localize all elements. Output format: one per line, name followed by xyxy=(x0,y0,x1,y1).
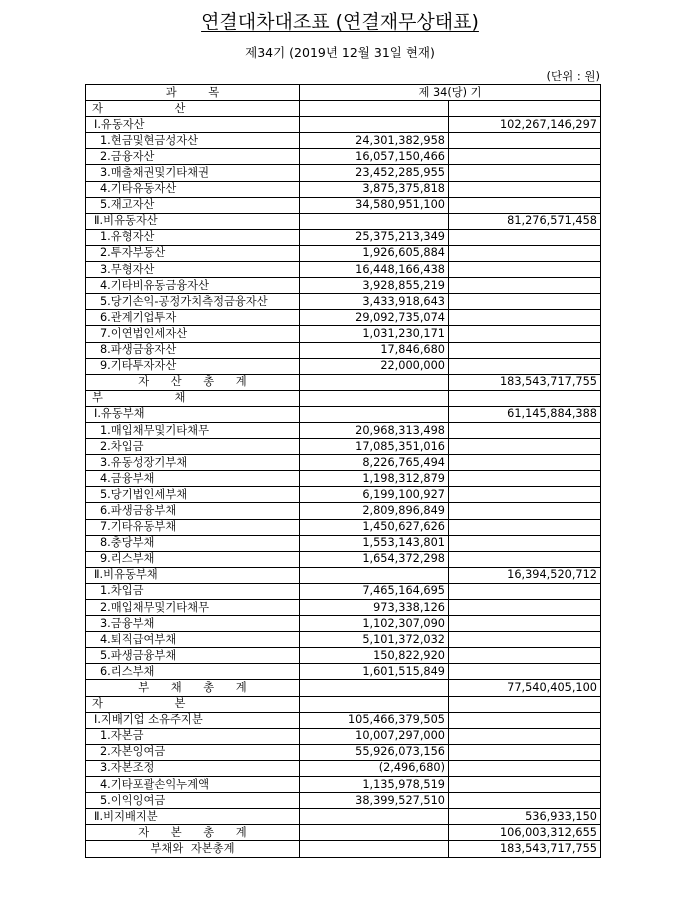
total-cell xyxy=(449,358,601,374)
account-cell: 1.현금및현금성자산 xyxy=(86,133,300,149)
total-cell xyxy=(449,793,601,809)
table-row xyxy=(86,471,601,487)
account-cell: 6.리스부채 xyxy=(86,664,300,680)
amount-cell: 6,199,100,927 xyxy=(300,487,449,503)
total-cell xyxy=(449,245,601,261)
account-cell: 부 채 총 계 xyxy=(86,680,300,696)
total-cell: 16,394,520,712 xyxy=(449,567,601,583)
total-cell xyxy=(449,535,601,551)
table-row xyxy=(86,133,601,149)
amount-cell: 2,809,896,849 xyxy=(300,503,449,519)
amount-cell: 34,580,951,100 xyxy=(300,197,449,213)
table-row xyxy=(86,294,601,310)
account-cell: Ⅰ.지배기업 소유주지분 xyxy=(86,712,300,728)
total-cell xyxy=(449,455,601,471)
table-row xyxy=(86,245,601,261)
table-row xyxy=(86,793,601,809)
account-cell: 8.충당부채 xyxy=(86,535,300,551)
account-cell: 부 채 xyxy=(86,390,300,406)
total-cell xyxy=(449,503,601,519)
account-cell: 2.금융자산 xyxy=(86,149,300,165)
total-cell xyxy=(449,294,601,310)
total-cell xyxy=(449,728,601,744)
account-cell: 6.관계기업투자 xyxy=(86,310,300,326)
total-cell xyxy=(449,133,601,149)
account-cell: 3.금융부채 xyxy=(86,616,300,632)
table-row xyxy=(86,648,601,664)
account-cell: 4.기타비유동금융자산 xyxy=(86,278,300,294)
account-cell: 8.파생금융자산 xyxy=(86,342,300,358)
account-cell: 3.무형자산 xyxy=(86,262,300,278)
amount-cell: 25,375,213,349 xyxy=(300,229,449,245)
amount-cell xyxy=(300,101,449,117)
table-row xyxy=(86,229,601,245)
account-cell: 4.기타포괄손익누계액 xyxy=(86,777,300,793)
table-row xyxy=(86,455,601,471)
account-cell: 9.리스부채 xyxy=(86,551,300,567)
amount-cell: 1,198,312,879 xyxy=(300,471,449,487)
table-row xyxy=(86,535,601,551)
total-cell xyxy=(449,101,601,117)
total-cell: 81,276,571,458 xyxy=(449,213,601,229)
account-cell: 2.투자부동산 xyxy=(86,245,300,261)
table-row xyxy=(86,149,601,165)
amount-cell xyxy=(300,825,449,841)
amount-cell: 1,926,605,884 xyxy=(300,245,449,261)
total-cell xyxy=(449,551,601,567)
amount-cell: (2,496,680) xyxy=(300,760,449,776)
amount-cell: 16,448,166,438 xyxy=(300,262,449,278)
total-cell xyxy=(449,471,601,487)
table-row xyxy=(86,777,601,793)
table-row xyxy=(86,583,601,599)
account-cell: Ⅱ.비지배지분 xyxy=(86,809,300,825)
account-cell: 자 본 xyxy=(86,696,300,712)
total-cell: 61,145,884,388 xyxy=(449,406,601,422)
amount-cell: 55,926,073,156 xyxy=(300,744,449,760)
account-cell: 3.유동성장기부채 xyxy=(86,455,300,471)
account-cell: Ⅱ.비유동자산 xyxy=(86,213,300,229)
amount-cell: 1,601,515,849 xyxy=(300,664,449,680)
account-cell: 4.금융부채 xyxy=(86,471,300,487)
table-row xyxy=(86,728,601,744)
period-header: 제 34(당) 기 xyxy=(300,85,601,101)
table-row xyxy=(86,680,601,696)
amount-cell xyxy=(300,680,449,696)
amount-cell: 8,226,765,494 xyxy=(300,455,449,471)
amount-cell: 16,057,150,466 xyxy=(300,149,449,165)
table-row xyxy=(86,262,601,278)
total-cell xyxy=(449,310,601,326)
total-cell xyxy=(449,326,601,342)
account-cell: 5.당기손익-공정가치측정금융자산 xyxy=(86,294,300,310)
amount-cell xyxy=(300,406,449,422)
table-row xyxy=(86,326,601,342)
table-row xyxy=(86,278,601,294)
total-cell xyxy=(449,632,601,648)
amount-cell: 1,553,143,801 xyxy=(300,535,449,551)
table-row xyxy=(86,841,601,857)
account-cell: 7.기타유동부채 xyxy=(86,519,300,535)
amount-cell: 973,338,126 xyxy=(300,600,449,616)
total-cell: 183,543,717,755 xyxy=(449,374,601,390)
table-row xyxy=(86,101,601,117)
total-cell xyxy=(449,519,601,535)
table-row xyxy=(86,519,601,535)
balance-sheet-table xyxy=(85,84,601,858)
account-cell: 5.재고자산 xyxy=(86,197,300,213)
account-cell: 1.매입채무및기타채무 xyxy=(86,422,300,438)
total-cell xyxy=(449,664,601,680)
total-cell xyxy=(449,712,601,728)
table-row xyxy=(86,503,601,519)
account-cell: 자 산 xyxy=(86,101,300,117)
table-row xyxy=(86,567,601,583)
table-row xyxy=(86,696,601,712)
account-cell: 6.파생금융부채 xyxy=(86,503,300,519)
total-cell xyxy=(449,600,601,616)
total-cell xyxy=(449,229,601,245)
total-cell xyxy=(449,422,601,438)
account-cell: 5.당기법인세부채 xyxy=(86,487,300,503)
amount-cell: 3,928,855,219 xyxy=(300,278,449,294)
total-cell xyxy=(449,390,601,406)
total-cell xyxy=(449,760,601,776)
account-cell: 2.자본잉여금 xyxy=(86,744,300,760)
total-cell xyxy=(449,744,601,760)
amount-cell xyxy=(300,567,449,583)
account-cell: 5.파생금융부채 xyxy=(86,648,300,664)
amount-cell: 1,102,307,090 xyxy=(300,616,449,632)
total-cell: 536,933,150 xyxy=(449,809,601,825)
amount-cell: 10,007,297,000 xyxy=(300,728,449,744)
account-cell: Ⅰ.유동자산 xyxy=(86,117,300,133)
period-subtitle: 제34기 (2019년 12월 31일 현재) xyxy=(245,45,435,60)
total-cell: 106,003,312,655 xyxy=(449,825,601,841)
amount-cell: 22,000,000 xyxy=(300,358,449,374)
total-cell xyxy=(449,197,601,213)
account-cell: 2.차입금 xyxy=(86,439,300,455)
amount-cell xyxy=(300,213,449,229)
amount-cell: 1,654,372,298 xyxy=(300,551,449,567)
table-row xyxy=(86,664,601,680)
document-title: 연결대차대조표 (연결재무상태표) xyxy=(201,11,479,33)
table-row xyxy=(86,712,601,728)
amount-cell xyxy=(300,117,449,133)
total-cell xyxy=(449,777,601,793)
account-cell: 5.이익잉여금 xyxy=(86,793,300,809)
table-row xyxy=(86,390,601,406)
account-cell: Ⅰ.유동부채 xyxy=(86,406,300,422)
table-row xyxy=(86,616,601,632)
amount-cell: 7,465,164,695 xyxy=(300,583,449,599)
amount-cell: 20,968,313,498 xyxy=(300,422,449,438)
table-row xyxy=(86,374,601,390)
account-cell: 3.매출채권및기타채권 xyxy=(86,165,300,181)
account-header: 과 목 xyxy=(86,85,300,101)
table-row xyxy=(86,342,601,358)
amount-cell xyxy=(300,841,449,857)
table-row xyxy=(86,551,601,567)
total-cell xyxy=(449,342,601,358)
account-cell: 자 산 총 계 xyxy=(86,374,300,390)
total-cell xyxy=(449,278,601,294)
table-row xyxy=(86,197,601,213)
total-cell xyxy=(449,616,601,632)
table-row xyxy=(86,632,601,648)
account-cell: Ⅱ.비유동부채 xyxy=(86,567,300,583)
total-cell xyxy=(449,583,601,599)
amount-cell: 1,031,230,171 xyxy=(300,326,449,342)
amount-cell: 1,135,978,519 xyxy=(300,777,449,793)
amount-cell: 3,875,375,818 xyxy=(300,181,449,197)
table-row xyxy=(86,760,601,776)
table-row xyxy=(86,825,601,841)
total-cell: 102,267,146,297 xyxy=(449,117,601,133)
table-row xyxy=(86,809,601,825)
table-row xyxy=(86,487,601,503)
amount-cell xyxy=(300,390,449,406)
total-cell: 183,543,717,755 xyxy=(449,841,601,857)
amount-cell: 23,452,285,955 xyxy=(300,165,449,181)
amount-cell xyxy=(300,696,449,712)
account-cell: 3.자본조정 xyxy=(86,760,300,776)
table-row xyxy=(86,439,601,455)
table-header-row xyxy=(86,85,601,101)
amount-cell: 24,301,382,958 xyxy=(300,133,449,149)
account-cell: 7.이연법인세자산 xyxy=(86,326,300,342)
table-row xyxy=(86,422,601,438)
account-cell: 자 본 총 계 xyxy=(86,825,300,841)
total-cell xyxy=(449,696,601,712)
amount-cell xyxy=(300,374,449,390)
table-row xyxy=(86,358,601,374)
account-cell: 4.퇴직급여부채 xyxy=(86,632,300,648)
amount-cell: 17,846,680 xyxy=(300,342,449,358)
amount-cell: 3,433,918,643 xyxy=(300,294,449,310)
table-row xyxy=(86,165,601,181)
table-row xyxy=(86,600,601,616)
account-cell: 1.차입금 xyxy=(86,583,300,599)
amount-cell: 29,092,735,074 xyxy=(300,310,449,326)
total-cell xyxy=(449,165,601,181)
table-row xyxy=(86,406,601,422)
amount-cell xyxy=(300,809,449,825)
amount-cell: 5,101,372,032 xyxy=(300,632,449,648)
account-cell: 1.유형자산 xyxy=(86,229,300,245)
amount-cell: 17,085,351,016 xyxy=(300,439,449,455)
amount-cell: 150,822,920 xyxy=(300,648,449,664)
table-row xyxy=(86,310,601,326)
total-cell xyxy=(449,262,601,278)
table-row xyxy=(86,117,601,133)
total-cell: 77,540,405,100 xyxy=(449,680,601,696)
total-cell xyxy=(449,181,601,197)
total-cell xyxy=(449,648,601,664)
account-cell: 2.매입채무및기타채무 xyxy=(86,600,300,616)
total-cell xyxy=(449,439,601,455)
amount-cell: 105,466,379,505 xyxy=(300,712,449,728)
account-cell: 부채와 자본총계 xyxy=(86,841,300,857)
account-cell: 4.기타유동자산 xyxy=(86,181,300,197)
unit-label: (단위 : 원) xyxy=(546,69,600,83)
table-row xyxy=(86,213,601,229)
account-cell: 9.기타투자자산 xyxy=(86,358,300,374)
table-row xyxy=(86,181,601,197)
total-cell xyxy=(449,487,601,503)
amount-cell: 1,450,627,626 xyxy=(300,519,449,535)
account-cell: 1.자본금 xyxy=(86,728,300,744)
total-cell xyxy=(449,149,601,165)
table-row xyxy=(86,744,601,760)
amount-cell: 38,399,527,510 xyxy=(300,793,449,809)
